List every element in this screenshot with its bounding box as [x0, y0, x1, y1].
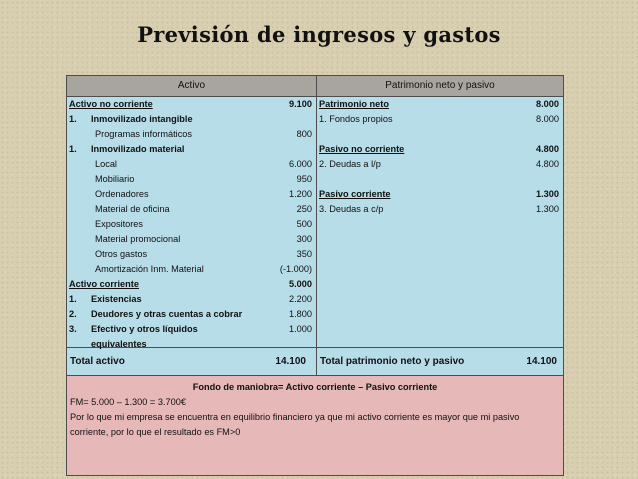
- activo-row-value: 1.000: [289, 324, 312, 334]
- activo-row-label: Material promocional: [95, 234, 181, 244]
- note-title: Fondo de maniobra= Activo corriente – Pasivo corriente: [192, 382, 438, 392]
- total-pasivo-label: Total patrimonio neto y pasivo: [320, 356, 465, 367]
- activo-row-label: [67, 112, 257, 127]
- activo-row-number: 1.: [69, 144, 77, 154]
- activo-row-value: 1.800: [289, 309, 312, 319]
- activo-row: [67, 247, 316, 262]
- activo-row-text: Inmovilizado material: [91, 144, 185, 154]
- total-pasivo-value: 14.100: [526, 356, 557, 367]
- activo-row-value: 500: [296, 219, 312, 229]
- activo-row: [67, 217, 316, 232]
- pasivo-row-value: 8.000: [536, 99, 559, 109]
- activo-row: [67, 202, 316, 217]
- activo-row-value: 1.200: [289, 189, 312, 199]
- activo-row: [67, 307, 316, 322]
- pasivo-row-value: 1.300: [536, 189, 559, 199]
- activo-row-value: 950: [296, 174, 312, 184]
- activo-column: [67, 97, 317, 347]
- activo-row-number: 1.: [69, 294, 77, 304]
- balance-header: [67, 76, 563, 97]
- activo-row: [67, 322, 316, 337]
- activo-row-value: [257, 337, 316, 352]
- activo-row-label: Local: [95, 159, 117, 169]
- pasivo-row-label: Pasivo no corriente: [319, 144, 405, 154]
- activo-row-value: [257, 112, 316, 127]
- activo-row: [67, 187, 316, 202]
- pasivo-row: [317, 112, 563, 127]
- page-title: Previsión de ingresos y gastos: [137, 22, 501, 47]
- pasivo-row-label: [317, 127, 504, 142]
- activo-row: [67, 277, 316, 292]
- activo-row-text: Existencias: [91, 294, 142, 304]
- activo-row-value: 800: [296, 129, 312, 139]
- activo-row-value: 350: [296, 249, 312, 259]
- fondo-maniobra-note: [67, 376, 563, 475]
- activo-row-label: [67, 307, 257, 322]
- activo-row: [67, 172, 316, 187]
- header-activo: Activo: [67, 76, 317, 96]
- activo-row-label: [67, 322, 257, 337]
- activo-row-label: Ordenadores: [95, 189, 149, 199]
- activo-row-label: Programas informáticos: [95, 129, 193, 139]
- activo-row-text: equivalentes: [91, 339, 147, 349]
- activo-row-value: 5.000: [289, 279, 312, 289]
- activo-row: [67, 112, 316, 127]
- activo-row-text: Deudores y otras cuentas a cobrar: [91, 309, 243, 319]
- header-patrimonio-pasivo: Patrimonio neto y pasivo: [385, 80, 495, 91]
- activo-row-label: Mobiliario: [95, 174, 135, 184]
- activo-row-label: Amortización Inm. Material: [95, 264, 204, 274]
- pasivo-row-label: Patrimonio neto: [319, 99, 389, 109]
- pasivo-row: [317, 142, 563, 157]
- pasivo-row: [317, 202, 563, 217]
- activo-row: [67, 262, 316, 277]
- activo-row-value: (-1.000): [279, 264, 312, 274]
- activo-row-number: 3.: [69, 324, 77, 334]
- pasivo-row-label: Pasivo corriente: [319, 189, 391, 199]
- pasivo-row-label: 1. Fondos propios: [319, 114, 393, 124]
- pasivo-row-value: 1.300: [536, 204, 559, 214]
- activo-row-label: Otros gastos: [95, 249, 148, 259]
- pasivo-row: [317, 127, 563, 142]
- activo-row-text: Efectivo y otros líquidos: [91, 324, 198, 334]
- pasivo-row-value: [504, 127, 563, 142]
- activo-row-label: [67, 142, 257, 157]
- pasivo-row-value: 4.800: [536, 144, 559, 154]
- total-activo-value: 14.100: [275, 356, 306, 367]
- balance-sheet: [66, 75, 564, 476]
- activo-row: [67, 232, 316, 247]
- total-activo-label: Total activo: [70, 356, 125, 367]
- pasivo-row-value: 8.000: [536, 114, 559, 124]
- activo-row-label: Expositores: [95, 219, 144, 229]
- activo-row-text: Inmovilizado intangible: [91, 114, 193, 124]
- activo-row-value: [257, 142, 316, 157]
- activo-row-label: [67, 292, 257, 307]
- activo-row-number: 1.: [69, 114, 77, 124]
- activo-row: [67, 337, 316, 352]
- activo-row-label: [67, 337, 257, 352]
- activo-row-value: 6.000: [289, 159, 312, 169]
- pasivo-row-value: [504, 172, 563, 187]
- balance-body: [67, 97, 563, 348]
- activo-row: [67, 97, 316, 112]
- pasivo-row-value: 4.800: [536, 159, 559, 169]
- pasivo-row-label: 3. Deudas a c/p: [319, 204, 384, 214]
- activo-row-value: 300: [296, 234, 312, 244]
- activo-row: [67, 127, 316, 142]
- activo-row: [67, 157, 316, 172]
- note-line-1: FM= 5.000 – 1.300 = 3.700€: [70, 397, 186, 407]
- activo-row-label: Material de oficina: [95, 204, 170, 214]
- pasivo-row: [317, 187, 563, 202]
- pasivo-column: [317, 97, 563, 347]
- pasivo-row: [317, 97, 563, 112]
- activo-row-value: 9.100: [289, 99, 312, 109]
- activo-row-label: Activo no corriente: [69, 99, 153, 109]
- activo-row-number: 2.: [69, 309, 77, 319]
- activo-row-value: 250: [296, 204, 312, 214]
- pasivo-row-label: 2. Deudas a l/p: [319, 159, 381, 169]
- activo-row-label: Activo corriente: [69, 279, 139, 289]
- pasivo-row: [317, 157, 563, 172]
- activo-row: [67, 292, 316, 307]
- note-line-2: Por lo que mi empresa se encuentra en equilibrio financiero ya que mi activo corriente es mayor que mi pasivo: [70, 412, 520, 422]
- totals-row: [67, 348, 563, 376]
- pasivo-row-label: [317, 172, 504, 187]
- activo-row-value: 2.200: [289, 294, 312, 304]
- note-line-3: corriente, por lo que el resultado es FM>0: [70, 427, 241, 437]
- pasivo-row: [317, 172, 563, 187]
- activo-row: [67, 142, 316, 157]
